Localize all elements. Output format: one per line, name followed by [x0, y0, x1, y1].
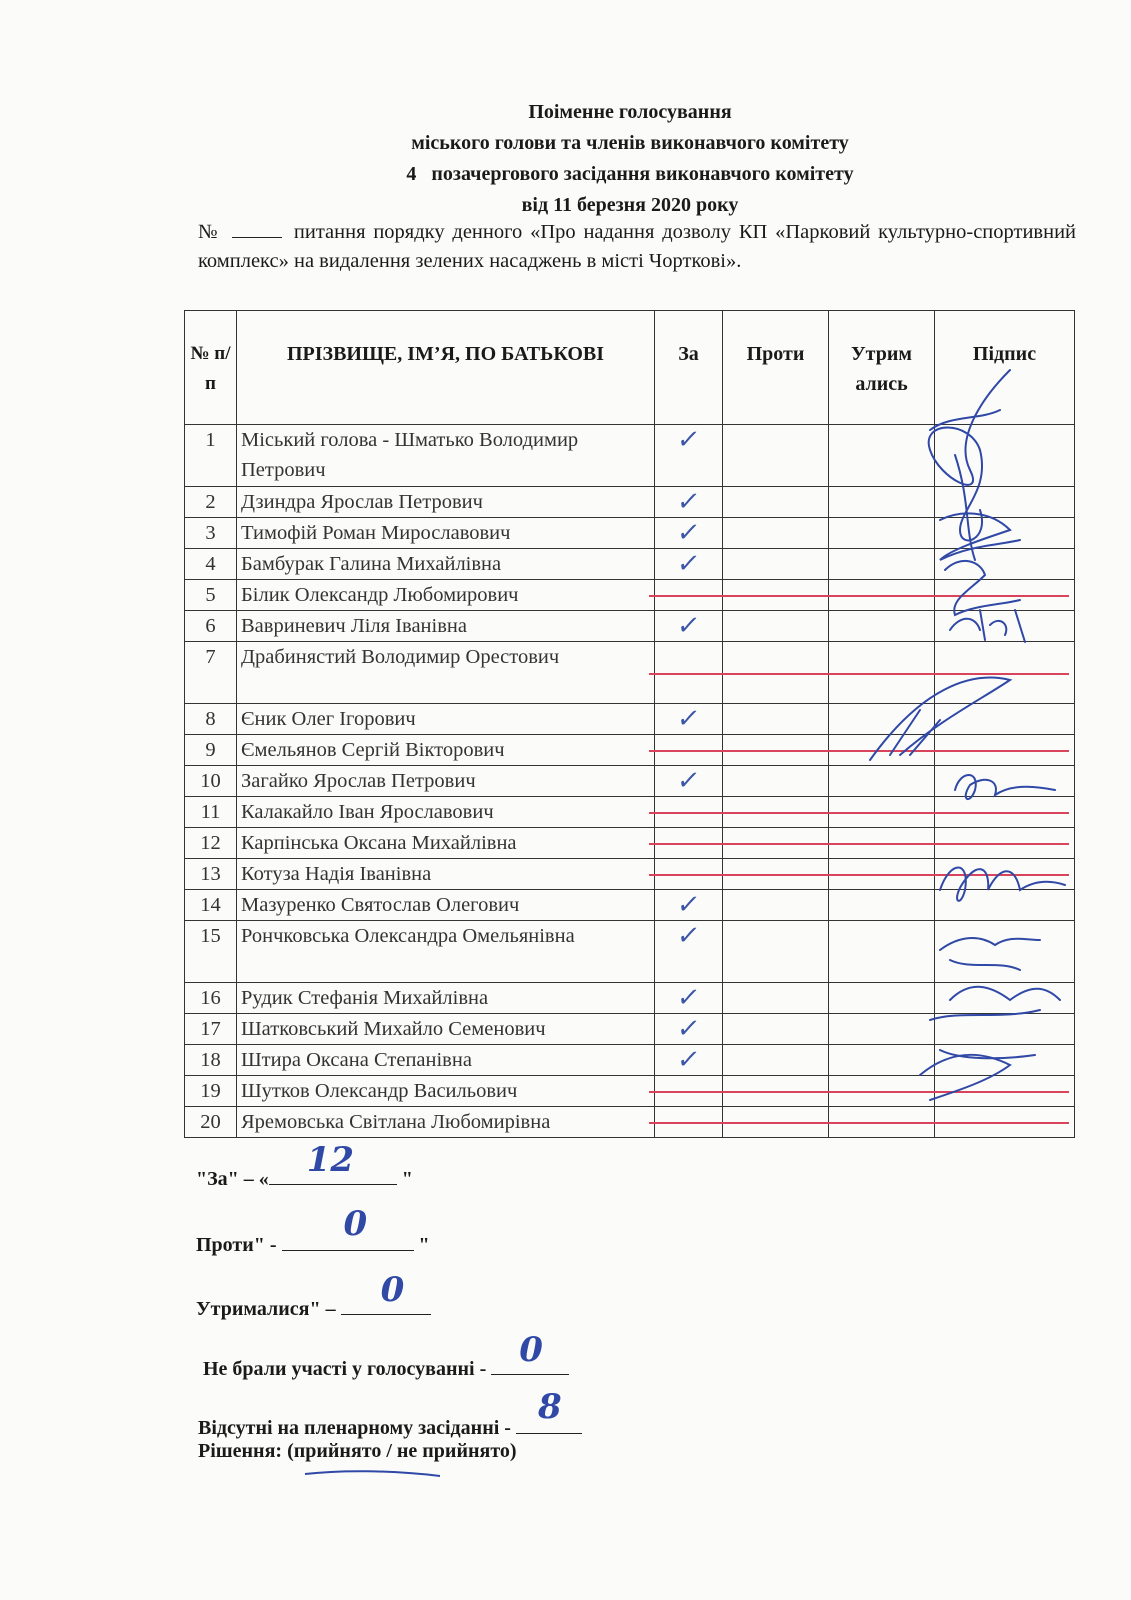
summary-absent-value: 8	[537, 1387, 562, 1427]
row-member-name: Бамбурак Галина Михайлівна	[237, 549, 655, 580]
checkmark-icon: ✓	[674, 921, 703, 951]
header-against: Проти	[723, 311, 829, 425]
row-member-name: Шутков Олександр Васильович	[237, 1076, 655, 1107]
summary-absent-blank	[516, 1387, 582, 1434]
header-for: За	[655, 311, 723, 425]
agenda-text: питання порядку денного «Про надання дозволу КП «Парковий культурно-спортивний комплекс» на видалення зелених насаджень в місті Чорткові».	[198, 221, 1077, 272]
summary-not-voted-blank	[491, 1330, 569, 1375]
row-member-name: Ємельянов Сергій Вікторович	[237, 735, 655, 766]
row-member-name: Тимофій Роман Мирославович	[237, 518, 655, 549]
row-member-name: Драбинястий Володимир Орестович	[237, 642, 655, 704]
row-number: 15	[185, 921, 237, 983]
row-number: 8	[185, 704, 237, 735]
agenda-item	[198, 218, 1076, 276]
row-member-name: Калакайло Іван Ярославович	[237, 797, 655, 828]
row-member-name: Єник Олег Ігорович	[237, 704, 655, 735]
row-for-cell	[655, 487, 723, 518]
row-against-cell	[723, 1045, 829, 1076]
row-member-name: Котуза Надія Іванівна	[237, 859, 655, 890]
row-number: 2	[185, 487, 237, 518]
row-number: 16	[185, 983, 237, 1014]
summary-for-blank	[269, 1140, 397, 1185]
checkmark-icon: ✓	[674, 1014, 703, 1044]
heading-line-1: Поіменне голосування	[528, 101, 732, 123]
summary-abstain-blank	[341, 1270, 431, 1315]
row-member-name: Рудик Стефанія Михайлівна	[237, 983, 655, 1014]
row-against-cell	[723, 983, 829, 1014]
row-number: 11	[185, 797, 237, 828]
row-member-name: Мазуренко Святослав Олегович	[237, 890, 655, 921]
row-for-cell	[655, 425, 723, 487]
summary-abstain-value: 0	[380, 1270, 405, 1310]
row-for-cell	[655, 518, 723, 549]
heading-line-3: 4 позачергового засідання виконавчого комітету	[406, 163, 854, 185]
checkmark-icon: ✓	[674, 983, 703, 1013]
row-number: 1	[185, 425, 237, 487]
row-for-cell	[655, 1045, 723, 1076]
header-number: № п/п	[185, 311, 237, 425]
row-member-name: Вавриневич Ліля Іванівна	[237, 611, 655, 642]
heading-line-2: міського голови та членів виконавчого комітету	[411, 132, 849, 154]
row-number: 14	[185, 890, 237, 921]
row-against-cell	[723, 518, 829, 549]
summary-not-voted-value: 0	[519, 1330, 543, 1370]
summary-decision	[198, 1440, 517, 1463]
row-number: 19	[185, 1076, 237, 1107]
summary-for-label-open: "За" – «	[196, 1168, 269, 1190]
row-for-cell	[655, 611, 723, 642]
summary-decision-options: (прийнято / не прийнято)	[287, 1440, 517, 1462]
row-number: 13	[185, 859, 237, 890]
absent-strike-line	[649, 1122, 1069, 1124]
row-against-cell	[723, 425, 829, 487]
checkmark-icon: ✓	[674, 425, 703, 455]
row-member-name: Дзиндра Ярослав Петрович	[237, 487, 655, 518]
agenda-number-blank	[232, 219, 282, 238]
summary-not-voted-label: Не брали участі у голосуванні -	[203, 1358, 492, 1380]
row-against-cell	[723, 921, 829, 983]
checkmark-icon: ✓	[674, 704, 703, 734]
row-against-cell	[723, 766, 829, 797]
agenda-number-sign: №	[198, 221, 221, 243]
summary-for	[196, 1140, 413, 1191]
row-for-cell	[655, 1014, 723, 1045]
header-abstain: Утрим ались	[829, 311, 935, 425]
summary-against-label: Проти" -	[196, 1234, 282, 1256]
summary-for-value: 12	[306, 1140, 355, 1180]
row-member-name: Рончковська Олександра Омельянівна	[237, 921, 655, 983]
row-number: 3	[185, 518, 237, 549]
decision-underline-mark	[300, 1462, 460, 1486]
row-against-cell	[723, 611, 829, 642]
summary-against-label-close: "	[413, 1234, 430, 1256]
row-against-cell	[723, 549, 829, 580]
row-for-cell	[655, 921, 723, 983]
row-number: 7	[185, 642, 237, 704]
checkmark-icon: ✓	[674, 1045, 703, 1075]
row-number: 9	[185, 735, 237, 766]
summary-against-blank	[282, 1204, 414, 1251]
summary-absent-label: Відсутні на пленарному засіданні -	[198, 1417, 516, 1439]
checkmark-icon: ✓	[674, 766, 703, 796]
document-heading	[200, 97, 1060, 221]
row-for-cell	[655, 766, 723, 797]
row-number: 10	[185, 766, 237, 797]
row-for-cell	[655, 549, 723, 580]
row-member-name: Міський голова - Шматько Володимир Петрович	[237, 425, 655, 487]
row-member-name: Білик Олександр Любомирович	[237, 580, 655, 611]
summary-abstain-label: Утрималися" –	[196, 1298, 341, 1320]
row-number: 6	[185, 611, 237, 642]
row-member-name: Карпінська Оксана Михайлівна	[237, 828, 655, 859]
row-member-name: Яремовська Світлана Любомирівна	[237, 1107, 655, 1138]
header-name: ПРІЗВИЩЕ, ІМ’Я, ПО БАТЬКОВІ	[237, 311, 655, 425]
row-member-name: Штира Оксана Степанівна	[237, 1045, 655, 1076]
summary-for-label-close: "	[396, 1168, 413, 1190]
row-against-cell	[723, 487, 829, 518]
summary-against	[196, 1204, 430, 1257]
row-against-cell	[723, 704, 829, 735]
row-for-cell	[655, 704, 723, 735]
summary-not-voted	[203, 1330, 569, 1381]
row-number: 17	[185, 1014, 237, 1045]
row-against-cell	[723, 890, 829, 921]
heading-line-4: від 11 березня 2020 року	[521, 194, 739, 216]
checkmark-icon: ✓	[674, 611, 703, 641]
header-signature: Підпис	[935, 311, 1075, 425]
row-number: 4	[185, 549, 237, 580]
row-number: 18	[185, 1045, 237, 1076]
summary-decision-label: Рішення:	[198, 1440, 288, 1462]
summary-against-value: 0	[343, 1204, 368, 1244]
row-for-cell	[655, 890, 723, 921]
row-number: 12	[185, 828, 237, 859]
checkmark-icon: ✓	[674, 518, 703, 548]
checkmark-icon: ✓	[674, 487, 703, 517]
handwritten-signatures	[860, 360, 1090, 1120]
summary-abstain	[196, 1270, 431, 1321]
summary-absent	[198, 1387, 582, 1440]
row-number: 5	[185, 580, 237, 611]
checkmark-icon: ✓	[674, 549, 703, 579]
row-for-cell	[655, 983, 723, 1014]
checkmark-icon: ✓	[674, 890, 703, 920]
row-against-cell	[723, 1014, 829, 1045]
row-number: 20	[185, 1107, 237, 1138]
row-member-name: Шатковський Михайло Семенович	[237, 1014, 655, 1045]
row-member-name: Загайко Ярослав Петрович	[237, 766, 655, 797]
